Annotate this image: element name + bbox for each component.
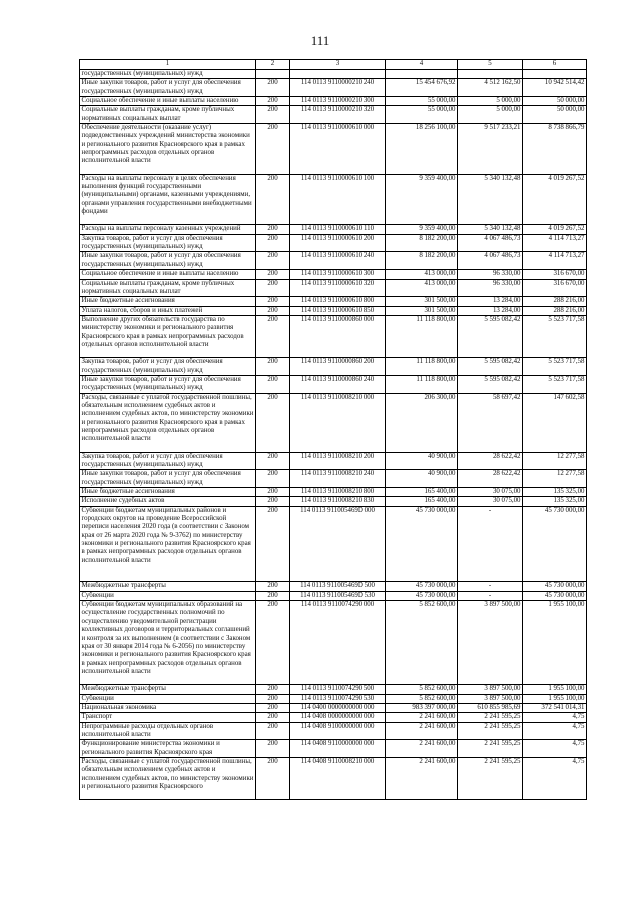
- row-code-cell: 200: [256, 703, 290, 712]
- row-approved-amount-cell: 45 730 000,00: [386, 582, 458, 591]
- table-row: [80, 315, 587, 357]
- row-name-cell: Иные бюджетные ассигнования: [80, 297, 256, 306]
- row-code-cell: 200: [256, 279, 290, 297]
- row-name-cell: Субвенции: [80, 591, 256, 600]
- row-code-cell: [256, 70, 290, 79]
- row-name-cell: Субвенции: [80, 694, 256, 703]
- row-name-cell: Национальная экономика: [80, 703, 256, 712]
- row-name-cell: Выполнение других обязательств государства по министерству экономики и регионального развития Красноярского края в рамках непрограммных расходов отдельных органов исполнительной власти: [80, 315, 256, 357]
- row-remaining-amount-cell: 5 523 717,58: [523, 358, 587, 376]
- table-row: [80, 234, 587, 252]
- row-approved-amount-cell: 55 000,00: [386, 97, 458, 106]
- row-approved-amount-cell: 8 182 200,00: [386, 234, 458, 252]
- table-row: [80, 297, 587, 306]
- table-row: [80, 270, 587, 279]
- row-remaining-amount-cell: 5 523 717,58: [523, 375, 587, 393]
- row-remaining-amount-cell: [523, 70, 587, 79]
- row-executed-amount-cell: 58 697,42: [458, 393, 523, 452]
- row-executed-amount-cell: 5 595 082,42: [458, 358, 523, 376]
- row-executed-amount-cell: 30 075,00: [458, 488, 523, 497]
- row-approved-amount-cell: 5 852 600,00: [386, 685, 458, 694]
- row-code-cell: 200: [256, 470, 290, 488]
- table-row: [80, 306, 587, 315]
- row-remaining-amount-cell: 316 670,00: [523, 279, 587, 297]
- row-remaining-amount-cell: 4,75: [523, 757, 587, 799]
- row-code-cell: 200: [256, 713, 290, 722]
- row-remaining-amount-cell: 12 277,58: [523, 470, 587, 488]
- table-row: [80, 582, 587, 591]
- row-executed-amount-cell: 2 241 595,25: [458, 722, 523, 740]
- row-name-cell: Социальные выплаты гражданам, кроме публичных нормативных социальных выплат: [80, 279, 256, 297]
- row-executed-amount-cell: 28 622,42: [458, 470, 523, 488]
- row-executed-amount-cell: 610 855 985,69: [458, 703, 523, 712]
- row-classification-cell: 114 0113 9110000860 200: [290, 358, 386, 376]
- row-name-cell: Социальное обеспечение и иные выплаты населению: [80, 270, 256, 279]
- row-name-cell: Иные закупки товаров, работ и услуг для обеспечения государственных (муниципальных) нужд: [80, 375, 256, 393]
- row-name-cell: Обеспечение деятельности (оказание услуг) подведомственных учреждений министерства экономики и регионального развития Красноярского края в рамках непрограммных расходов отдельных органов исполнительной власти: [80, 124, 256, 175]
- table-row: [80, 225, 587, 234]
- row-executed-amount-cell: 5 340 132,48: [458, 174, 523, 225]
- row-classification-cell: 114 0113 9110008210 200: [290, 452, 386, 470]
- row-executed-amount-cell: -: [458, 582, 523, 591]
- row-classification-cell: 114 0113 911005469D 530: [290, 591, 386, 600]
- row-remaining-amount-cell: 288 216,00: [523, 306, 587, 315]
- table-row: [80, 106, 587, 124]
- row-name-cell: Иные закупки товаров, работ и услуг для обеспечения государственных (муниципальных) нужд: [80, 252, 256, 270]
- row-executed-amount-cell: 28 622,42: [458, 452, 523, 470]
- row-executed-amount-cell: 4 067 486,73: [458, 234, 523, 252]
- row-approved-amount-cell: 413 000,00: [386, 270, 458, 279]
- table-body: [80, 70, 587, 800]
- row-approved-amount-cell: 45 730 000,00: [386, 506, 458, 582]
- row-approved-amount-cell: 45 730 000,00: [386, 591, 458, 600]
- row-remaining-amount-cell: 12 277,58: [523, 452, 587, 470]
- row-name-cell: Закупка товаров, работ и услуг для обеспечения государственных (муниципальных) нужд: [80, 358, 256, 376]
- page-number: 111: [310, 33, 330, 48]
- row-classification-cell: 114 0113 9110000210 320: [290, 106, 386, 124]
- row-approved-amount-cell: 11 118 800,00: [386, 358, 458, 376]
- row-code-cell: 200: [256, 306, 290, 315]
- row-executed-amount-cell: 5 595 082,42: [458, 375, 523, 393]
- row-executed-amount-cell: [458, 70, 523, 79]
- column-header-4: 4: [386, 60, 458, 70]
- row-approved-amount-cell: 15 454 676,92: [386, 79, 458, 97]
- row-approved-amount-cell: 18 256 100,00: [386, 124, 458, 175]
- row-classification-cell: 114 0113 9110000610 000: [290, 124, 386, 175]
- row-executed-amount-cell: 5 000,00: [458, 106, 523, 124]
- row-code-cell: 200: [256, 740, 290, 758]
- row-remaining-amount-cell: 8 738 866,79: [523, 124, 587, 175]
- row-name-cell: Субвенции бюджетам муниципальных районов и городских округов на проведение Всероссийской переписи населения 2020 года (в соответствии с Законом края от 26 марта 2020 года № 9-3762) по министерству экономики и регионального развития Красноярского края в рамках непрограммных расходов отдельных органов исполнительной власти: [80, 506, 256, 582]
- row-executed-amount-cell: 4 067 486,73: [458, 252, 523, 270]
- row-executed-amount-cell: 13 284,00: [458, 297, 523, 306]
- row-name-cell: Закупка товаров, работ и услуг для обеспечения государственных (муниципальных) нужд: [80, 452, 256, 470]
- row-classification-cell: 114 0113 911005469D 500: [290, 582, 386, 591]
- row-name-cell: Непрограммные расходы отдельных органов исполнительной власти: [80, 722, 256, 740]
- row-remaining-amount-cell: 4,75: [523, 713, 587, 722]
- row-approved-amount-cell: 2 241 600,00: [386, 740, 458, 758]
- row-name-cell: Расходы на выплаты персоналу казенных учреждений: [80, 225, 256, 234]
- row-name-cell: Исполнение судебных актов: [80, 497, 256, 506]
- row-classification-cell: 114 0113 9110000610 300: [290, 270, 386, 279]
- table-row: [80, 601, 587, 685]
- row-executed-amount-cell: 3 897 500,00: [458, 601, 523, 685]
- table-row: [80, 279, 587, 297]
- row-name-cell: Иные бюджетные ассигнования: [80, 488, 256, 497]
- table-row: [80, 375, 587, 393]
- row-remaining-amount-cell: 4 114 713,27: [523, 234, 587, 252]
- row-code-cell: 200: [256, 124, 290, 175]
- row-classification-cell: 114 0113 9110000860 240: [290, 375, 386, 393]
- row-remaining-amount-cell: 1 955 100,00: [523, 694, 587, 703]
- row-approved-amount-cell: 8 182 200,00: [386, 252, 458, 270]
- row-name-cell: Расходы, связанные с уплатой государственной пошлины, обязательным исполнением судебных актов и исполнением судебных актов, по министерству экономики и регионального развития Красноярского края в рамках непрограммных расходов отдельных органов исполнительной власти: [80, 393, 256, 452]
- row-approved-amount-cell: 301 500,00: [386, 306, 458, 315]
- row-remaining-amount-cell: 45 730 000,00: [523, 506, 587, 582]
- row-approved-amount-cell: 40 900,00: [386, 470, 458, 488]
- row-name-cell: Расходы на выплаты персоналу в целях обеспечения выполнения функций государственными (муниципальными) органами, казенными учреждениями, органами управления государственными внебюджетными фондами: [80, 174, 256, 225]
- row-executed-amount-cell: 13 284,00: [458, 306, 523, 315]
- row-name-cell: Социальное обеспечение и иные выплаты населению: [80, 97, 256, 106]
- row-code-cell: 200: [256, 252, 290, 270]
- row-remaining-amount-cell: 4 114 713,27: [523, 252, 587, 270]
- row-name-cell: Межбюджетные трансферты: [80, 582, 256, 591]
- table-row: [80, 97, 587, 106]
- row-name-cell: Социальные выплаты гражданам, кроме публичных нормативных социальных выплат: [80, 106, 256, 124]
- row-classification-cell: 114 0113 9110008210 000: [290, 393, 386, 452]
- row-code-cell: 200: [256, 757, 290, 799]
- row-remaining-amount-cell: 45 730 000,00: [523, 591, 587, 600]
- row-remaining-amount-cell: 45 730 000,00: [523, 582, 587, 591]
- row-classification-cell: 114 0113 9110074290 000: [290, 601, 386, 685]
- table-row: [80, 497, 587, 506]
- table-row: [80, 470, 587, 488]
- row-approved-amount-cell: 983 397 000,00: [386, 703, 458, 712]
- row-executed-amount-cell: 2 241 595,25: [458, 713, 523, 722]
- row-remaining-amount-cell: 5 523 717,58: [523, 315, 587, 357]
- table-row: [80, 358, 587, 376]
- row-remaining-amount-cell: 1 955 100,00: [523, 685, 587, 694]
- table-row: [80, 713, 587, 722]
- row-code-cell: 200: [256, 488, 290, 497]
- row-executed-amount-cell: -: [458, 506, 523, 582]
- row-code-cell: 200: [256, 79, 290, 97]
- row-name-cell: Иные закупки товаров, работ и услуг для обеспечения государственных (муниципальных) нужд: [80, 79, 256, 97]
- row-remaining-amount-cell: 4 019 267,52: [523, 174, 587, 225]
- row-classification-cell: 114 0113 9110000610 100: [290, 174, 386, 225]
- row-remaining-amount-cell: 372 541 014,31: [523, 703, 587, 712]
- row-code-cell: 200: [256, 315, 290, 357]
- row-classification-cell: 114 0113 9110000210 300: [290, 97, 386, 106]
- row-approved-amount-cell: 40 900,00: [386, 452, 458, 470]
- row-code-cell: 200: [256, 452, 290, 470]
- row-name-cell: Уплата налогов, сборов и иных платежей: [80, 306, 256, 315]
- row-approved-amount-cell: 301 500,00: [386, 297, 458, 306]
- row-approved-amount-cell: 206 300,00: [386, 393, 458, 452]
- table-row: [80, 685, 587, 694]
- row-classification-cell: 114 0113 9110000610 800: [290, 297, 386, 306]
- row-code-cell: 200: [256, 174, 290, 225]
- row-executed-amount-cell: 5 595 082,42: [458, 315, 523, 357]
- row-executed-amount-cell: 3 897 500,00: [458, 685, 523, 694]
- column-header-6: 6: [523, 60, 587, 70]
- row-classification-cell: [290, 70, 386, 79]
- row-executed-amount-cell: 30 075,00: [458, 497, 523, 506]
- row-approved-amount-cell: 2 241 600,00: [386, 713, 458, 722]
- row-name-cell: Транспорт: [80, 713, 256, 722]
- row-classification-cell: 114 0113 9110000610 320: [290, 279, 386, 297]
- row-name-cell: Расходы, связанные с уплатой государственной пошлины, обязательным исполнением судебных актов и исполнением судебных актов, по министерству экономики и регионального развития Красноярского: [80, 757, 256, 799]
- row-approved-amount-cell: 5 852 600,00: [386, 601, 458, 685]
- row-classification-cell: 114 0113 9110000610 240: [290, 252, 386, 270]
- row-classification-cell: 114 0113 9110074290 530: [290, 694, 386, 703]
- row-classification-cell: 114 0113 911005469D 000: [290, 506, 386, 582]
- row-approved-amount-cell: 11 118 800,00: [386, 375, 458, 393]
- row-code-cell: 200: [256, 722, 290, 740]
- row-code-cell: 200: [256, 591, 290, 600]
- table-row: [80, 506, 587, 582]
- table-row: [80, 722, 587, 740]
- row-executed-amount-cell: 4 512 162,50: [458, 79, 523, 97]
- column-header-5: 5: [458, 60, 523, 70]
- table-row: [80, 703, 587, 712]
- row-approved-amount-cell: [386, 70, 458, 79]
- row-code-cell: 200: [256, 694, 290, 703]
- row-name-cell: Субвенции бюджетам муниципальных образований на осуществление государственных полномочий по осуществлению уведомительной регистрации коллективных договоров и территориальных соглашений и контроля за их выполнением (в соответствии с Законом края от 30 января 2014 года № 6-2056) по министерству экономики и регионального развития Красноярского края в рамках непрограммных расходов отдельных органов исполнительной власти: [80, 601, 256, 685]
- row-code-cell: 200: [256, 106, 290, 124]
- row-code-cell: 200: [256, 582, 290, 591]
- row-code-cell: 200: [256, 358, 290, 376]
- row-code-cell: 200: [256, 601, 290, 685]
- row-classification-cell: 114 0113 9110000860 000: [290, 315, 386, 357]
- row-approved-amount-cell: 165 400,00: [386, 488, 458, 497]
- table-row: [80, 393, 587, 452]
- row-classification-cell: 114 0113 9110000610 110: [290, 225, 386, 234]
- row-executed-amount-cell: 96 330,00: [458, 270, 523, 279]
- table-row: [80, 488, 587, 497]
- row-name-cell: государственных (муниципальных) нужд: [80, 70, 256, 79]
- row-code-cell: 200: [256, 506, 290, 582]
- row-remaining-amount-cell: 1 955 100,00: [523, 601, 587, 685]
- row-code-cell: 200: [256, 97, 290, 106]
- row-remaining-amount-cell: 135 325,00: [523, 488, 587, 497]
- table-row: [80, 452, 587, 470]
- row-approved-amount-cell: 2 241 600,00: [386, 757, 458, 799]
- row-approved-amount-cell: 9 359 400,00: [386, 225, 458, 234]
- row-approved-amount-cell: 413 000,00: [386, 279, 458, 297]
- row-remaining-amount-cell: 135 325,00: [523, 497, 587, 506]
- row-classification-cell: 114 0113 9110000610 200: [290, 234, 386, 252]
- row-remaining-amount-cell: 50 000,00: [523, 97, 587, 106]
- table-header-row: [80, 60, 587, 70]
- row-executed-amount-cell: 9 517 233,21: [458, 124, 523, 175]
- row-name-cell: Межбюджетные трансферты: [80, 685, 256, 694]
- row-code-cell: 200: [256, 270, 290, 279]
- column-header-3: 3: [290, 60, 386, 70]
- row-executed-amount-cell: 2 241 595,25: [458, 757, 523, 799]
- row-remaining-amount-cell: 147 602,58: [523, 393, 587, 452]
- row-code-cell: 200: [256, 685, 290, 694]
- table-row: [80, 124, 587, 175]
- row-remaining-amount-cell: 316 670,00: [523, 270, 587, 279]
- row-remaining-amount-cell: 4,75: [523, 722, 587, 740]
- table-row: [80, 591, 587, 600]
- row-remaining-amount-cell: 50 000,00: [523, 106, 587, 124]
- row-name-cell: Закупка товаров, работ и услуг для обеспечения государственных (муниципальных) нужд: [80, 234, 256, 252]
- row-code-cell: 200: [256, 225, 290, 234]
- row-classification-cell: 114 0400 0000000000 000: [290, 703, 386, 712]
- row-executed-amount-cell: 3 897 500,00: [458, 694, 523, 703]
- table-row: [80, 252, 587, 270]
- row-executed-amount-cell: 5 340 132,48: [458, 225, 523, 234]
- row-remaining-amount-cell: 4 019 267,52: [523, 225, 587, 234]
- table-row: [80, 79, 587, 97]
- table-row: [80, 70, 587, 79]
- row-classification-cell: 114 0113 9110008210 830: [290, 497, 386, 506]
- row-classification-cell: 114 0113 9110008210 800: [290, 488, 386, 497]
- row-executed-amount-cell: 5 000,00: [458, 97, 523, 106]
- row-code-cell: 200: [256, 393, 290, 452]
- column-header-1: 1: [80, 60, 256, 70]
- row-approved-amount-cell: 55 000,00: [386, 106, 458, 124]
- row-classification-cell: 114 0408 9110008210 000: [290, 757, 386, 799]
- row-approved-amount-cell: 11 118 800,00: [386, 315, 458, 357]
- row-remaining-amount-cell: 288 216,00: [523, 297, 587, 306]
- row-executed-amount-cell: 96 330,00: [458, 279, 523, 297]
- table-row: [80, 757, 587, 799]
- row-code-cell: 200: [256, 297, 290, 306]
- row-executed-amount-cell: -: [458, 591, 523, 600]
- row-classification-cell: 114 0113 9110074290 500: [290, 685, 386, 694]
- row-name-cell: Иные закупки товаров, работ и услуг для обеспечения государственных (муниципальных) нужд: [80, 470, 256, 488]
- table-row: [80, 740, 587, 758]
- column-header-2: 2: [256, 60, 290, 70]
- row-classification-cell: 114 0113 9110000610 850: [290, 306, 386, 315]
- row-classification-cell: 114 0408 9100000000 000: [290, 722, 386, 740]
- budget-table: [79, 59, 587, 800]
- row-classification-cell: 114 0113 9110008210 240: [290, 470, 386, 488]
- row-name-cell: Функционирование министерства экономики и регионального развития Красноярского края: [80, 740, 256, 758]
- row-approved-amount-cell: 5 852 600,00: [386, 694, 458, 703]
- row-remaining-amount-cell: 4,75: [523, 740, 587, 758]
- row-code-cell: 200: [256, 234, 290, 252]
- row-executed-amount-cell: 2 241 595,25: [458, 740, 523, 758]
- table-row: [80, 174, 587, 225]
- row-classification-cell: 114 0408 0000000000 000: [290, 713, 386, 722]
- row-approved-amount-cell: 9 359 400,00: [386, 174, 458, 225]
- row-approved-amount-cell: 2 241 600,00: [386, 722, 458, 740]
- row-code-cell: 200: [256, 497, 290, 506]
- row-approved-amount-cell: 165 400,00: [386, 497, 458, 506]
- row-classification-cell: 114 0113 9110000210 240: [290, 79, 386, 97]
- row-remaining-amount-cell: 10 942 514,42: [523, 79, 587, 97]
- row-code-cell: 200: [256, 375, 290, 393]
- table-row: [80, 694, 587, 703]
- row-classification-cell: 114 0408 9110000000 000: [290, 740, 386, 758]
